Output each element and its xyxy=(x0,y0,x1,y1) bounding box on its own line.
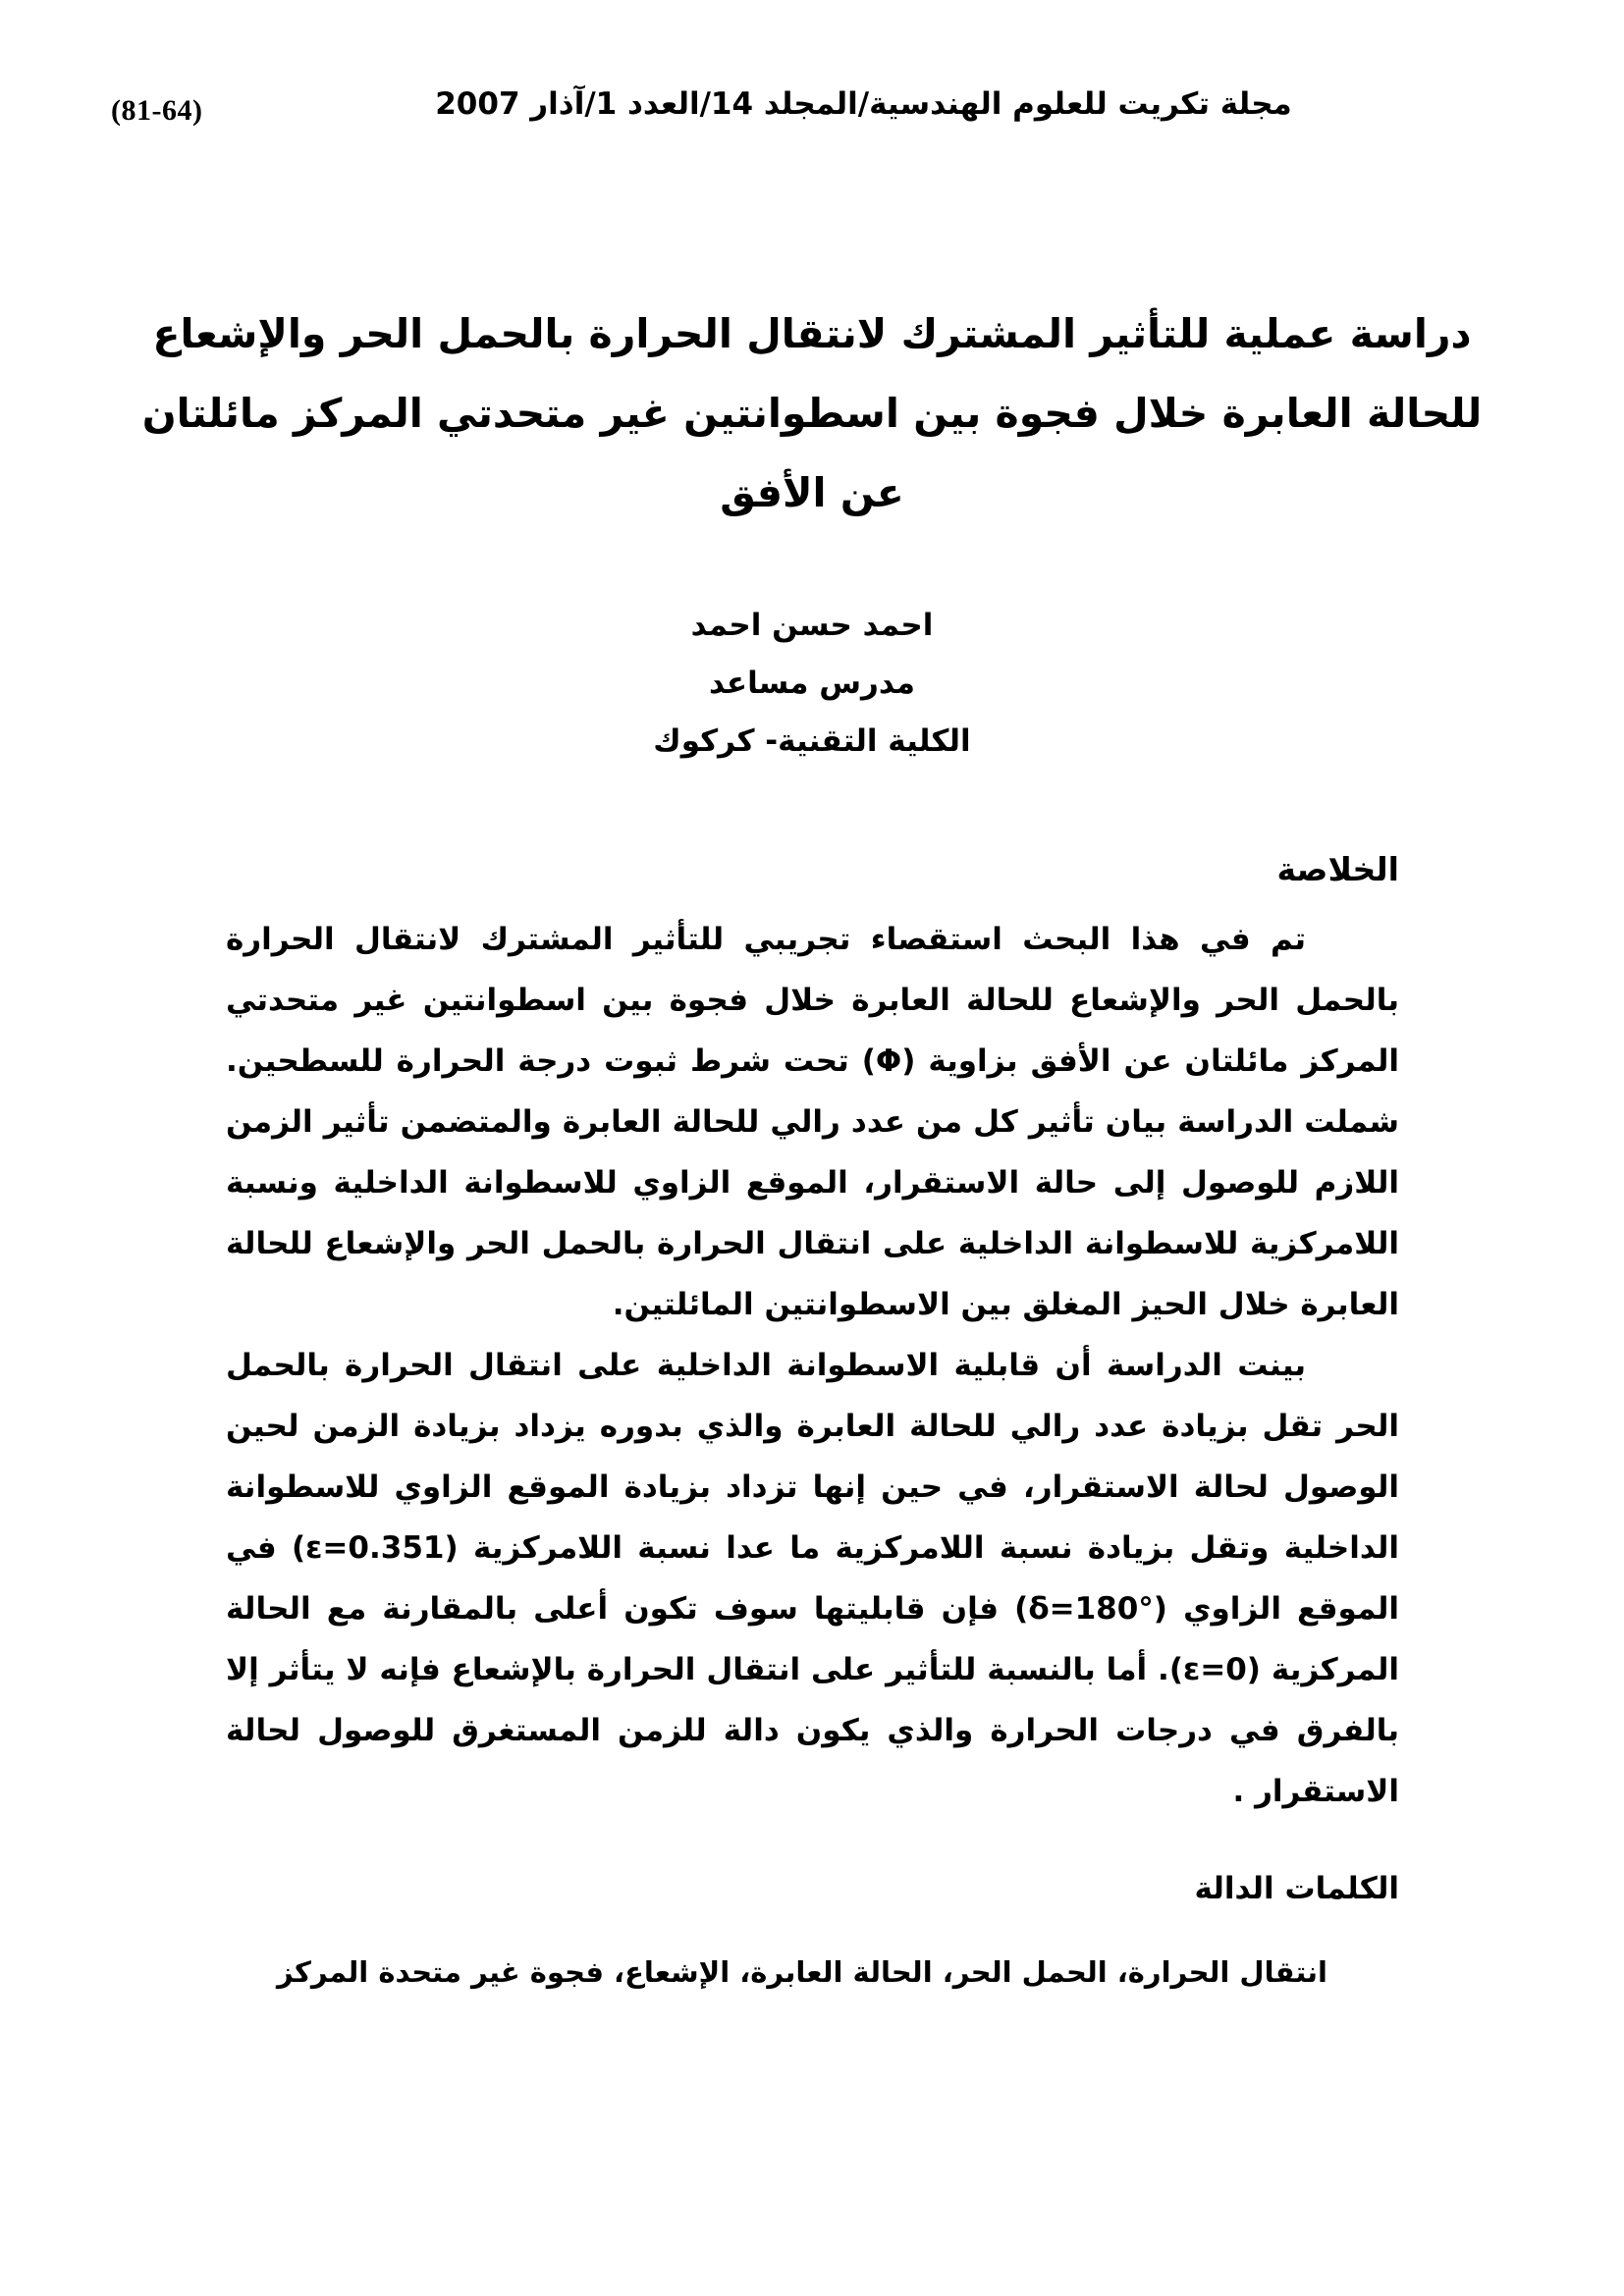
abstract-body xyxy=(226,909,1399,1822)
author-block xyxy=(98,597,1526,771)
paper-title xyxy=(98,294,1526,533)
author-name: احمد حسن احمد xyxy=(690,608,934,643)
author-affiliation: الكلية التقنية- كركوك xyxy=(653,723,971,759)
abstract-paragraph-1: تم في هذا البحث استقصاء تجريبي للتأثير المشترك لانتقال الحرارة بالحمل الحر والإشعاع للحالة العابرة خلال فجوة بين اسطوانتين غير متحدتي المركز مائلتان عن الأفق بزاوية ⁦(Φ)⁩ تحت شرط ثبوت درجة الحرارة للسطحين. شملت الدراسة بيان تأثير كل من عدد رالي للحالة العابرة والمتضمن تأثير الزمن اللازم للوصول إلى حالة الاستقرار، الموقع الزاوي للاسطوانة الداخلية ونسبة اللامركزية للاسطوانة الداخلية على انتقال الحرارة بالحمل الحر والإشعاع للحالة العابرة خلال الحيز المغلق بين الاسطوانتين المائلتين. xyxy=(226,922,1400,1322)
abstract-heading: الخلاصة xyxy=(1276,850,1399,888)
author-position: مدرس مساعد xyxy=(709,666,915,701)
paper-title-line-2: للحالة العابرة خلال فجوة بين اسطوانتين غير متحدتي المركز مائلتان xyxy=(141,390,1483,437)
abstract-paragraph-2: بينت الدراسة أن قابلية الاسطوانة الداخلية على انتقال الحرارة بالحمل الحر تقل بزيادة عدد رالي للحالة العابرة والذي بدوره يزداد بزيادة الزمن لحين الوصول لحالة الاستقرار، في حين إنها تزداد بزيادة الموقع الزاوي للاسطوانة الداخلية وتقل بزيادة نسبة اللامركزية ما عدا نسبة اللامركزية ⁦(ε=0.351)⁩ في الموقع الزاوي ⁦(δ=180°)⁩ فإن قابليتها سوف تكون أعلى بالمقارنة مع الحالة المركزية ⁦(ε=0)⁩. أما بالنسبة للتأثير على انتقال الحرارة بالإشعاع فإنه لا يتأثر إلا بالفرق في درجات الحرارة والذي يكون دالة للزمن المستغرق للوصول لحالة الاستقرار . xyxy=(226,1348,1399,1809)
paper-title-line-1: دراسة عملية للتأثير المشترك لانتقال الحرارة بالحمل الحر والإشعاع xyxy=(152,310,1472,357)
header-page-range: (81-64) xyxy=(111,94,203,127)
keywords-heading: الكلمات الدالة xyxy=(1194,1871,1399,1906)
keywords-text: انتقال الحرارة، الحمل الحر، الحالة العابرة، الإشعاع، فجوة غير متحدة المركز xyxy=(277,1955,1327,1989)
journal-header: مجلة تكريت للعلوم الهندسية/المجلد 14/العدد 1/آذار 2007 xyxy=(435,86,1292,122)
paper-title-line-3: عن الأفق xyxy=(720,469,904,516)
